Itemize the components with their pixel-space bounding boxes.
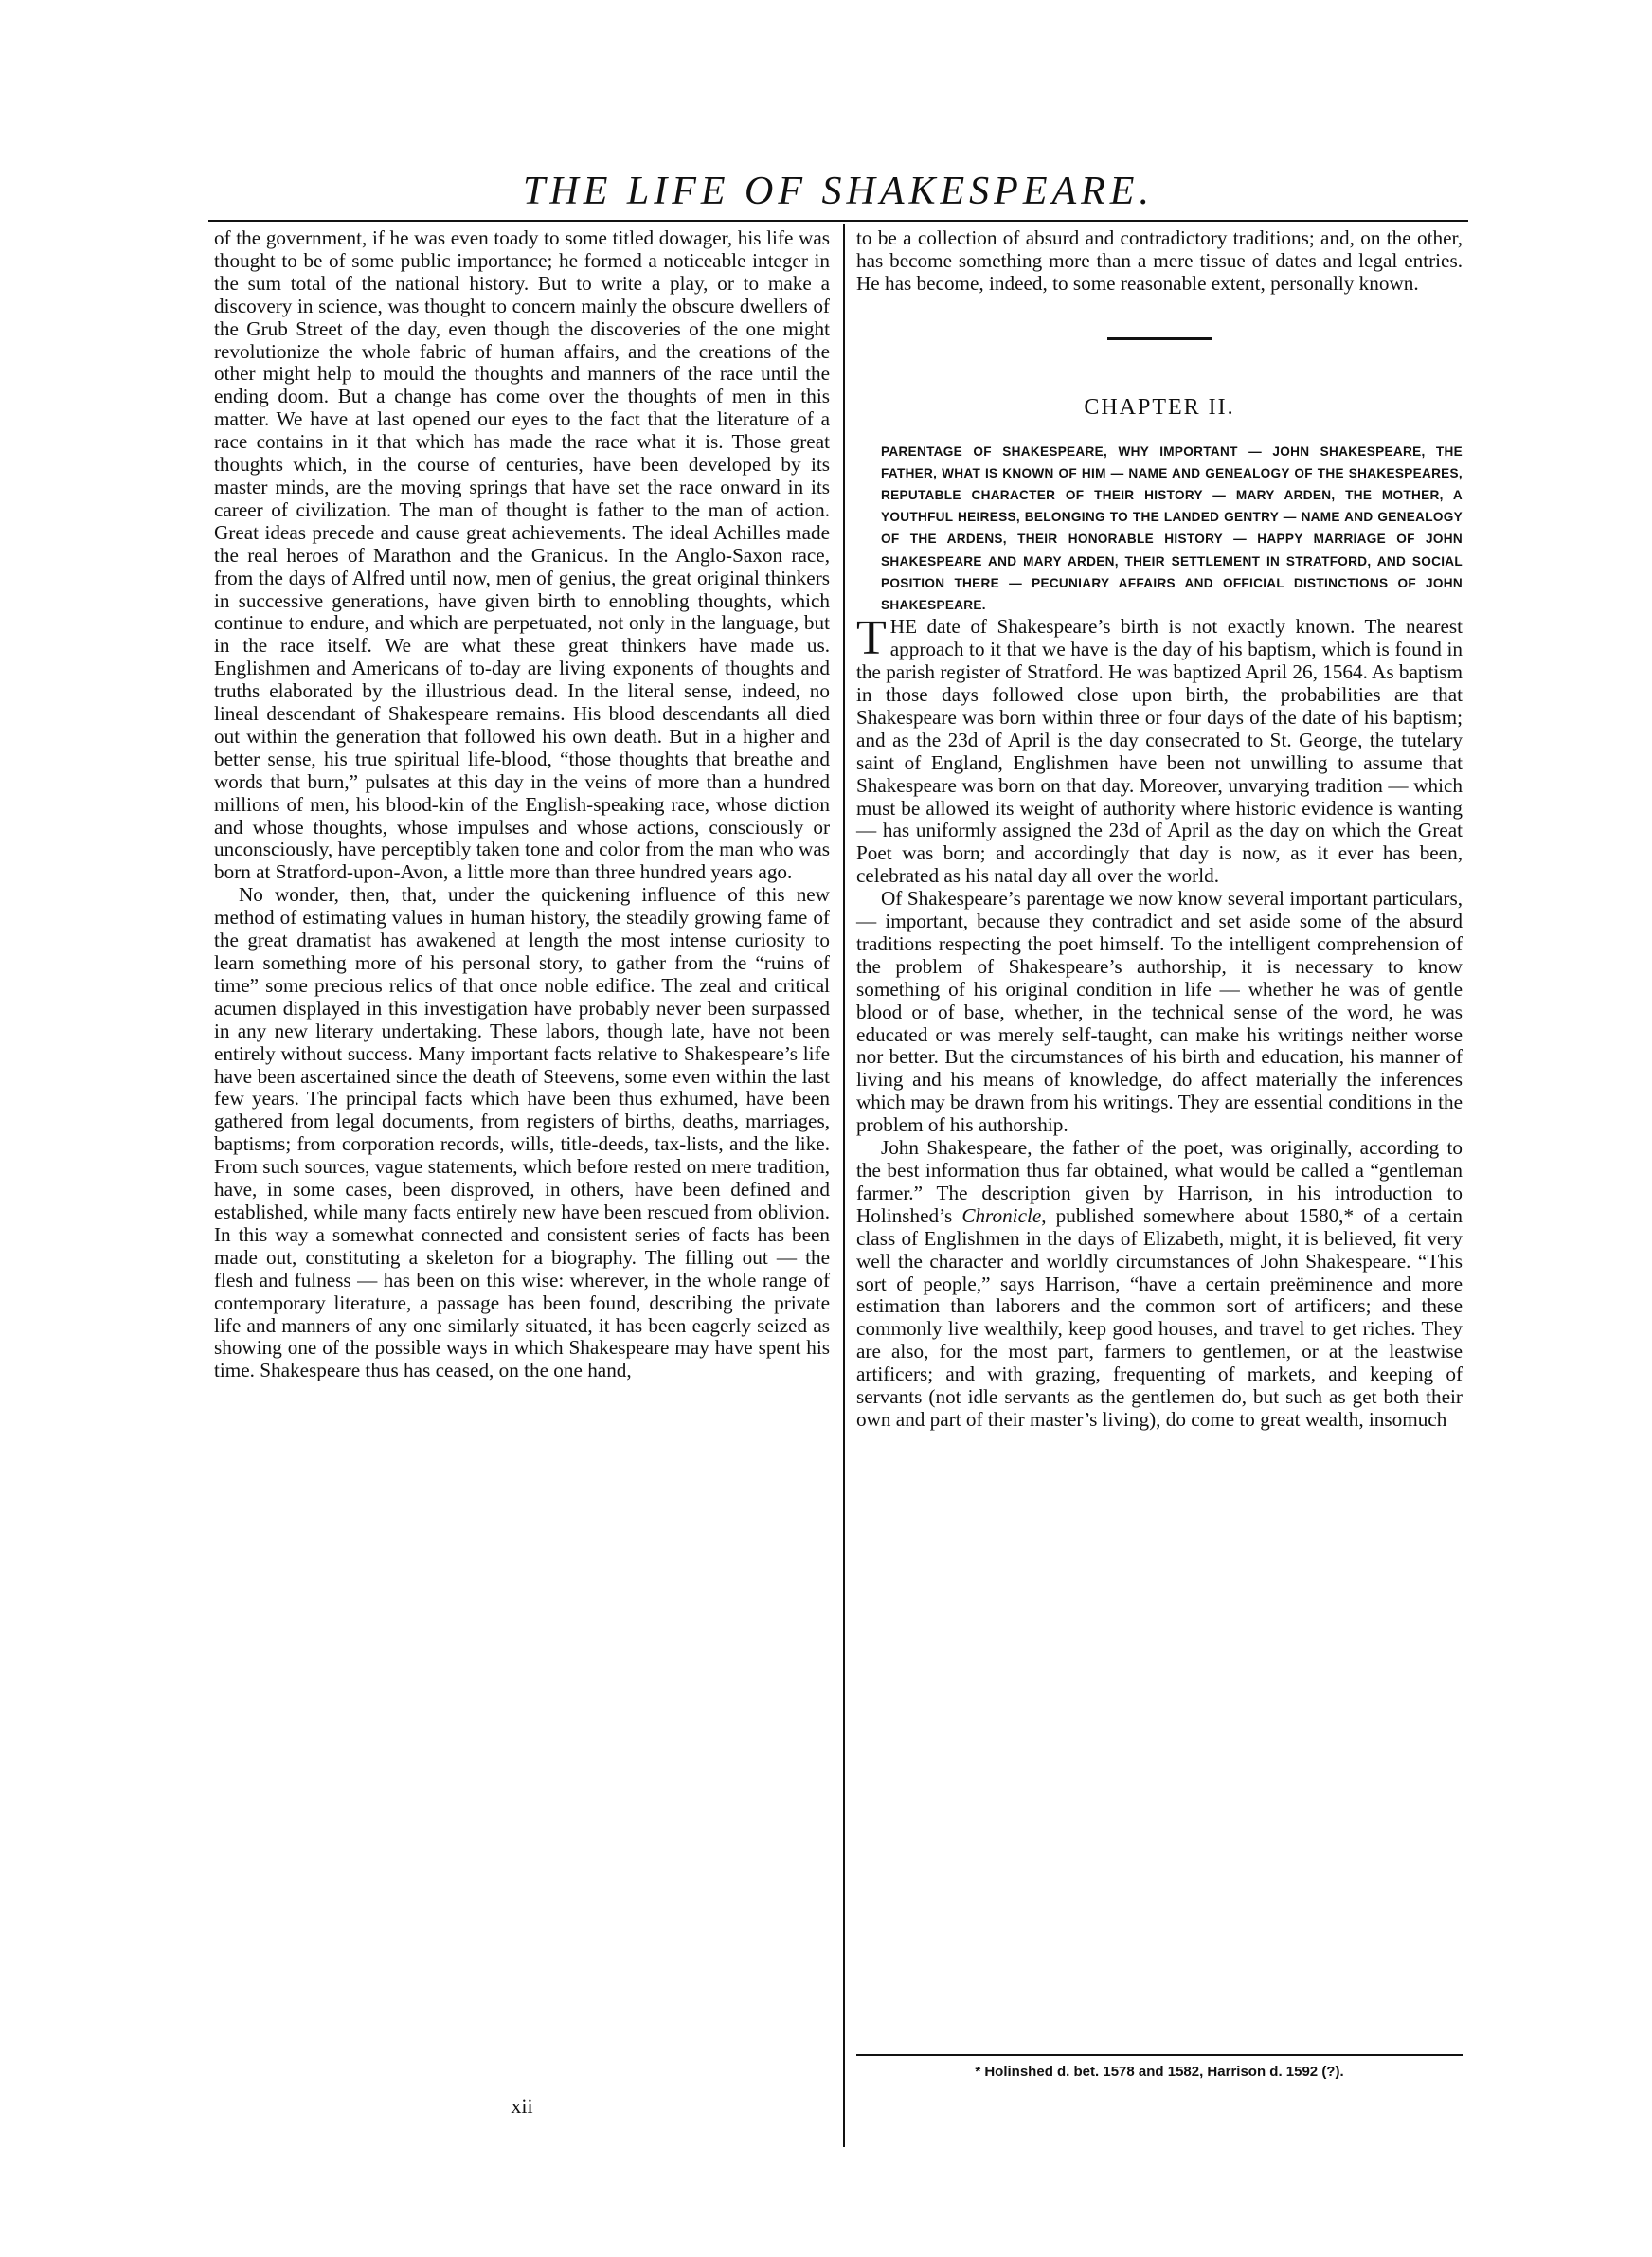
paragraph-3-text-b: , published somewhere about 1580,* of a certain class of Englishmen in the days of Elizabeth, might, it is believed, fit very well the character and worldly circumstances of John Shakespeare. “This sort of people,” says Harrison, “have a certain preëminence and more estimation than laborers and the common sort of artificers; and these commonly live wealthily, keep good houses, and travel to get riches. They are also, for the most part, farmers to gentlemen, or at the leastwise artificers; and with grazing, frequenting of markets, and keeping of servants (not idle servants as the gentlemen do, but such as get both their own and part of their master’s living), do come to great wealth, insomuch <box>856 1203 1463 1431</box>
chapter-title: CHAPTER II. <box>1084 394 1235 420</box>
right-column <box>856 227 1463 1432</box>
chapter-paragraph-3 <box>856 1137 1463 1432</box>
column-divider <box>843 224 845 2147</box>
chapter-synopsis: PARENTAGE OF SHAKESPEARE, WHY IMPORTANT — JOHN SHAKESPEARE, THE FATHER, WHAT IS KNOWN OF HIM — NAME AND GENEALOGY OF THE SHAKESPEARES, REPUTABLE CHARACTER OF THEIR HISTORY — MARY ARDEN, THE MOTHER, A YOUTHFUL HEIRESS, BELONGING TO THE LANDED GENTRY — NAME AND GENEALOGY OF THE ARDENS, THEIR HONORABLE HISTORY — HAPPY MARRIAGE OF JOHN SHAKESPEARE AND MARY ARDEN, THEIR SETTLEMENT IN STRATFORD, AND SOCIAL POSITION THERE — PECUNIARY AFFAIRS AND OFFICIAL DISTINCTIONS OF JOHN SHAKESPEARE. <box>881 443 1463 613</box>
left-paragraph-2: No wonder, then, that, under the quickening influence of this new method of estimating values in human history, the steadily growing fame of the great dramatist has awakened at length the most intense curiosity to learn something more of his personal story, to gather from the “ruins of time” some precious relics of that once noble edifice. The zeal and critical acumen displayed in this investigation have probably never been surpassed in any new literary undertaking. These labors, though late, have not been entirely without success. Many important facts relative to Shakespeare’s life have been ascertained since the death of Steevens, some even within the last few years. The principal facts which have been thus exhumed, have been gathered from legal documents, from registers of births, deaths, marriages, baptisms; from corporation records, wills, title-deeds, tax-lists, and the like. From such sources, vague statements, which before rested on mere tradition, have, in some cases, been disproved, in others, have been defined and established, while many facts entirely new have been rescued from oblivion. In this way a somewhat connected and consistent series of facts has been made out, constituting a skeleton for a biography. The filling out — the flesh and fulness — has been on this wise: wherever, in the whole range of contemporary literature, a passage has been found, describing the private life and manners of any one similarly situated, it has been eagerly seized as showing one of the possible ways in which Shakespeare may have spent his time. Shakespeare thus has ceased, on the one hand, <box>214 883 830 1382</box>
chronicle-title: Chronicle <box>961 1203 1042 1227</box>
drop-cap: T <box>856 611 887 666</box>
chapter-paragraph-1-text: HE date of Shakespeare’s birth is not exactly known. The nearest approach to it that we have is the day of his baptism, which is found in the parish register of Stratford. He was baptized April 26, 1564. As baptism in those days followed close upon birth, the probabilities are that Shakespeare was born within three or four days of the date of his baptism; and as the 23d of April is the day consecrated to St. George, the tutelary saint of England, Englishmen have been not unwilling to assume that Shakespeare was born on that day. Moreover, unvarying tradition — which must be allowed its weight of authority where historic evidence is wanting — has uniformly assigned the 23d of April as the day on which the Great Poet was born; and accordingly that day is now, as it ever has been, celebrated as his natal day all over the world. <box>856 615 1463 888</box>
footnote-rule <box>856 2054 1463 2056</box>
section-rule <box>1107 337 1212 340</box>
chapter-paragraph-2: Of Shakespeare’s parentage we now know several important particulars, — important, because they contradict and set aside some of the absurd traditions respecting the poet himself. To the intelligent comprehension of the problem of Shakespeare’s authorship, it is necessary to know something of his original condition in life — whether he was of gentle blood or of base, whether, in the technical sense of the word, he was educated or was merely self-taught, can make his writings neither worse nor better. But the circumstances of his birth and education, his manner of living and his means of knowledge, do affect materially the inferences which may be drawn from his writings. They are essential conditions in the problem of his authorship. <box>856 887 1463 1137</box>
left-paragraph-1: of the government, if he was even toady to some titled dowager, his life was thought to be of some public importance; he formed a noticeable integer in the sum total of the national history. But to write a play, or to make a discovery in science, was thought to concern mainly the obscure dwellers of the Grub Street of the day, even though the discoveries of the one might revolutionize the whole fabric of human affairs, and the creations of the other might help to mould the thoughts and manners of the race until the ending doom. But a change has come over the thoughts of men in this matter. We have at last opened our eyes to the fact that the literature of a race contains in it that which has made the race what it is. Those great thoughts which, in the course of centuries, have been developed by its master minds, are the moving springs that have set the race onward in its career of civilization. The man of thought is father to the man of action. Great ideas precede and cause great achievements. The ideal Achilles made the real heroes of Marathon and the Granicus. In the Anglo-Saxon race, from the days of Alfred until now, men of genius, the great original thinkers in successive generations, have given birth to ennobling thoughts, which continue to endure, and which are perpetuated, not only in the language, but in the race itself. We are what these great thinkers have made us. Englishmen and Americans of to-day are living exponents of thoughts and truths elaborated by the illustrious dead. In the literal sense, indeed, no lineal descendant of Shakespeare remains. His blood descendants all died out within the generation that followed his own death. But in a higher and better sense, his true spiritual life-blood, “those thoughts that breathe and words that burn,” pulsates at this day in the veins of more than a hundred millions of men, his blood-kin of the English-speaking race, whose diction and whose thoughts, whose impulses and whose actions, consciously or unconsciously, have perceptibly taken tone and color from the man who was born at Stratford-upon-Avon, a little more than three hundred years ago. <box>214 226 830 884</box>
running-head: THE LIFE OF SHAKESPEARE. <box>523 170 1154 213</box>
page-number: xii <box>511 2094 533 2118</box>
footnote: * Holinshed d. bet. 1578 and 1582, Harrison d. 1592 (?). <box>975 2064 1344 2080</box>
paragraph-3-text-a: John Shakespeare, the father of the poet, was originally, according to the best information thus far obtained, what would be called a “gentleman farmer.” The description given by Harrison, in his introduction to Holinshed’s <box>856 1136 1463 1227</box>
header-rule <box>208 220 1468 222</box>
left-column <box>214 227 830 1382</box>
chapter-paragraph-1 <box>856 611 1463 888</box>
right-continuation-paragraph: to be a collection of absurd and contradictory traditions; and, on the other, has become something more than a mere tissue of dates and legal entries. He has become, indeed, to some reasonable extent, personally known. <box>856 226 1463 295</box>
